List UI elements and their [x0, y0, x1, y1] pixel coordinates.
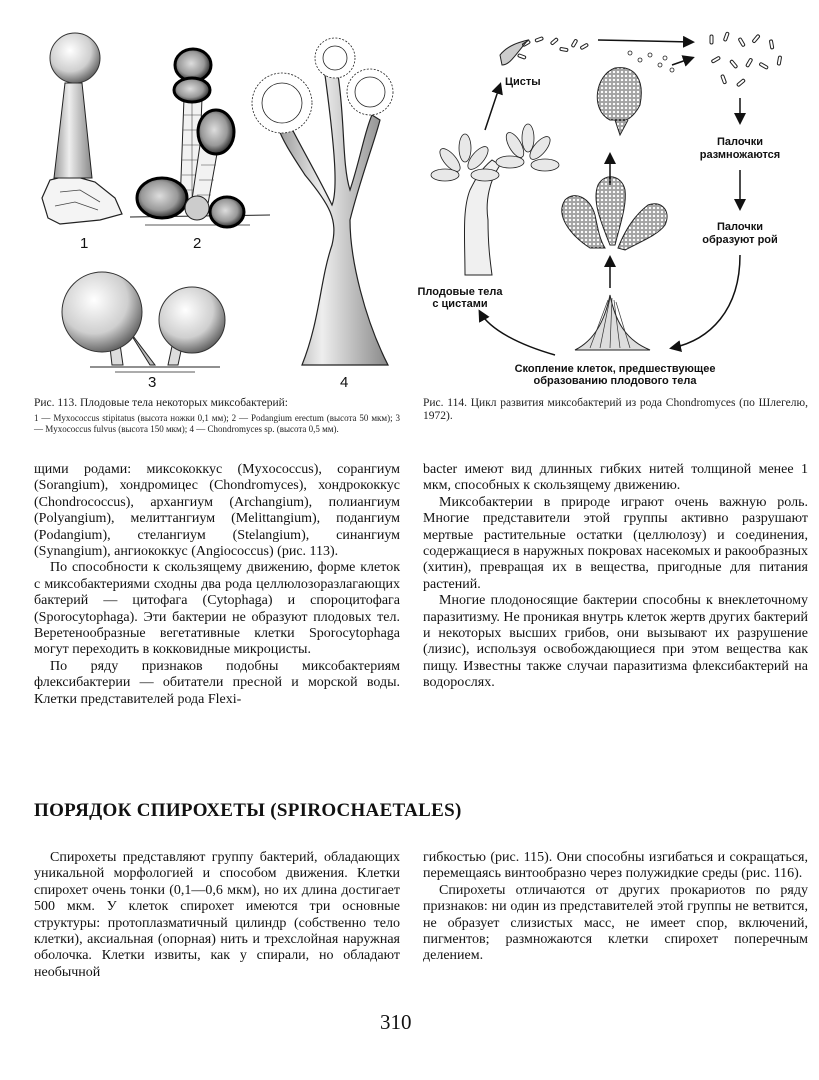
paragraph: гибкостью (рис. 115). Они способны изгибаться и сокращаться, перемещаясь винтообразно через полужидкие среды (рис. 116).	[423, 850, 808, 882]
paragraph: Спирохеты представляют группу бактерий, обладающих уникальной морфологией и способом движения. Клетки спирохет очень тонки (0,1—0,6 мкм), но их длина достигает 500 мкм. У клеток спирохет имеются три основные структуры: протоплазматичный цилиндр (собственно тело клетки), аксиальная (опорная) нить и трехслойная наружная оболочка. Клетки извиты, как у спирали, но обладают необычной	[34, 850, 400, 980]
figure-113-label-2: 2	[193, 235, 202, 252]
left-column-bottom	[34, 850, 400, 981]
paragraph: Спирохеты отличаются от других прокариотов по ряду признаков: ни один из представителей этой группы не ветвится, не образует слизистых масс, не имеет спор, включений, пигментов; размножаются клетки спирохет поперечным делением.	[423, 882, 808, 964]
section-heading: ПОРЯДОК СПИРОХЕТЫ (SPIROCHAETALES)	[34, 800, 462, 821]
arrow-fruiting-to-cysts	[485, 85, 500, 130]
arrow-germination-to-rods	[672, 58, 692, 65]
label-fruiting-bodies-2: с цистами	[432, 298, 488, 310]
germinating-cyst-drawing	[597, 51, 674, 135]
arrow-swarm-to-aggregation	[672, 255, 740, 348]
young-fruiting-bodies-drawing	[562, 177, 667, 250]
label-cysts: Цисты	[505, 76, 541, 88]
mature-fruiting-body-drawing	[431, 124, 559, 275]
figure-114-caption	[423, 397, 808, 423]
label-fruiting-bodies-1: Плодовые тела	[417, 286, 503, 298]
paragraph: щими родами: миксококкус (Myxococcus), сорангиум (Sorangium), хондромицес (Chondromyces), хондрококкус (Chondrococcus), архангиум (Archangium), полиангиум (Polyangium), мелиттангиум (Melittangium), подангиум (Podangium), стелангиум (Stelangium), синангиум (Synangium), ангиококкус (Angiococcus) (рис. 113).	[34, 462, 400, 560]
cysts-drawing	[500, 37, 588, 65]
page-number: 310	[380, 1010, 412, 1034]
right-column-top	[423, 462, 808, 692]
cell-aggregation-drawing	[575, 295, 650, 350]
paragraph: Многие плодоносящие бактерии способны к внеклеточному паразитизму. Не проникая внутрь клеток жертв других бактерий и некоторых высших грибов, они вызывают их разрушение (лизис), используя освобождающиеся при этом вещества как пищу. Известны также случаи паразитизма флексибактерий на водорослях.	[423, 593, 808, 691]
paragraph: Миксобактерии в природе играют очень важную роль. Многие представители этой группы активно разрушают мертвые растительные остатки (целлюлозу) и соединения, содержащиеся в наружных покровах насекомых и ракообразных (хитин), превращая их в вещества, пригодные для питания растений.	[423, 494, 808, 592]
left-column-top	[34, 462, 400, 708]
paragraph: bacter имеют вид длинных гибких нитей толщиной менее 1 мкм, способных к скользящему движению.	[423, 462, 808, 494]
figure-113-caption-body: 1 — Myxococcus stipitatus (высота ножки 0,1 мм); 2 — Podangium erectum (высота 50 мкм); 3 — Myxococcus fulvus (высота 150 мкм); 4 — Chondromyces sp. (высота 0,5 мм).	[34, 413, 400, 434]
myxococcus-stipitatus-drawing	[42, 33, 122, 224]
label-aggregation-2: образованию плодового тела	[533, 375, 697, 387]
paragraph: По ряду признаков подобны миксобактериям флексибактерии — обитатели пресной и морской воды. Клетки представителей рода Flexi-	[34, 658, 400, 707]
right-column-bottom	[423, 850, 808, 965]
label-rods-swarm-2: образуют рой	[702, 234, 778, 246]
rods-drawing	[710, 32, 782, 87]
figure-113-illustration	[20, 20, 410, 390]
figure-113-label-4: 4	[340, 374, 349, 390]
figure-114-caption-title: Рис. 114. Цикл развития миксобактерий из рода Chondromyces (по Шлегелю, 1972).	[423, 397, 808, 422]
podangium-erectum-drawing	[130, 49, 270, 227]
figure-113-label-1: 1	[80, 235, 89, 252]
paragraph: По способности к скользящему движению, форме клеток с миксобактериями сходны два рода целлюлозоразлагающих бактерий — цитофага (Cytophaga) и спороцитофага (Sporocytophaga). Эти бактерии не образуют плодовых тел. Веретенообразные вегетативные клетки Sporocytophaga могут переходить в кокковидные микроцисты.	[34, 560, 400, 658]
figure-114-life-cycle-diagram	[410, 20, 815, 390]
label-aggregation-1: Скопление клеток, предшествующее	[514, 363, 716, 375]
chondromyces-drawing	[252, 38, 393, 365]
myxococcus-fulvus-drawing	[62, 272, 225, 372]
figure-113-label-3: 3	[148, 374, 157, 390]
label-rods-multiply-2: размножаются	[699, 149, 781, 161]
figure-113-caption-title: Рис. 113. Плодовые тела некоторых миксобактерий:	[34, 397, 288, 409]
arrow-aggregation-to-fruiting	[480, 312, 555, 355]
figure-113-caption	[34, 397, 400, 434]
label-rods-swarm-1: Палочки	[717, 221, 763, 233]
label-rods-multiply-1: Палочки	[717, 136, 763, 148]
arrow-cysts-to-rods	[598, 40, 692, 42]
